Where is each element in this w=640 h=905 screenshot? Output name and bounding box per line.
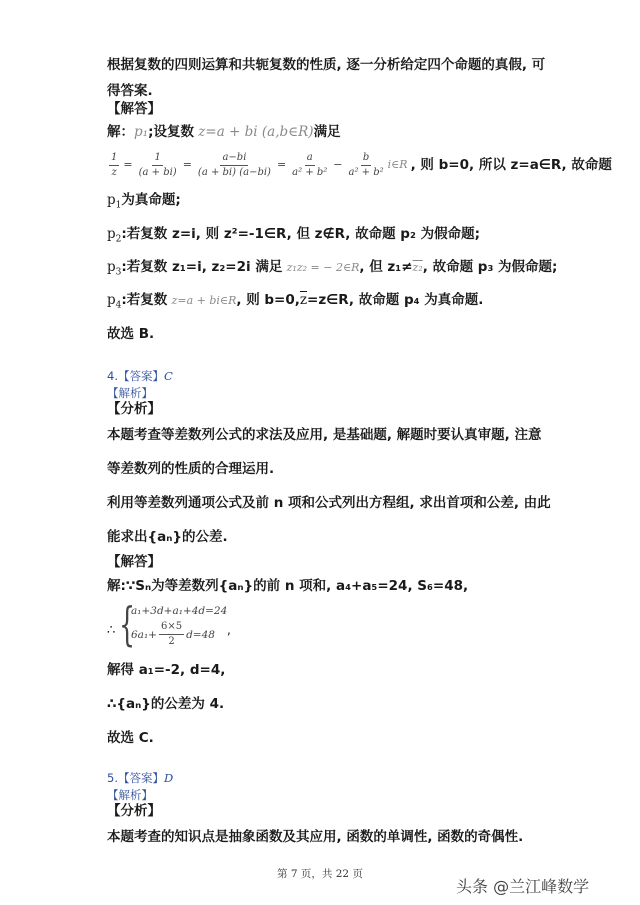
q3-p4-text-b: , 则 b=0, [236, 292, 300, 308]
q3-p1-prefix: 解： [107, 124, 134, 140]
q3-p1-conclusion-text: 为真命题; [121, 192, 181, 208]
watermark: 头条 @兰江峰数学 [456, 877, 590, 896]
eq-frac-real: $\frac{a}{\text{a² + b²}}$ [292, 151, 328, 178]
q4-solution-line4: ∴{aₙ}的公差为 4. [107, 696, 225, 712]
q3-p1-math: z=a + bi (a,b∈R) [198, 124, 314, 140]
q5-answer-value: D [163, 771, 174, 785]
q4-fenxi-heading: 【分析】 [107, 401, 161, 417]
q3-p3-conj: z₂ [412, 261, 423, 274]
q3-p4-line: $p_4$:若复数 z=a + bi∈R, 则 $b=0,\overline{z}=z\in R$, 故命题 p₄ 为真命题. [107, 292, 484, 311]
eq-tail-math: i∈R [387, 158, 408, 171]
q4-text-line3: 利用等差数列通项公式及前 n 项和公式列出方程组, 求出首项和公差, 由此 [107, 495, 551, 511]
q3-choice: 故选 B. [107, 326, 155, 342]
q4-text-line1: 本题考查等差数列公式的求法及应用, 是基础题, 解题时要认真审题, 注意 [107, 427, 542, 443]
q5-text-line1: 本题考查的知识点是抽象函数及其应用, 函数的单调性, 函数的奇偶性. [107, 829, 524, 845]
q3-p4-zbar: $\overline{z}$ [299, 292, 308, 308]
q3-p1-symbol: p₁ [134, 124, 149, 140]
system-row-1: a₁+3d+a₁+4d=24 [131, 605, 228, 617]
q4-answer-value: C [163, 369, 173, 383]
q4-solution-line3: 解得 a₁=-2, d=4, [107, 662, 226, 678]
eq-tail-text: , 则 b=0, 所以 z=a∈R, 故命题 [410, 157, 612, 173]
q4-answer [107, 367, 173, 385]
page-footer: 第 7 页，共 22 页 [277, 868, 363, 880]
q4-analysis-label: 【解析】 [107, 386, 153, 400]
q5-answer-label: 5.【答案】 [107, 771, 164, 785]
q3-p3-line: $p_3$:若复数 z₁=i, z₂=2i 满足 z₁z₂ = − 2∈R, 但 z₁≠z₂, 故命题 p₃ 为假命题; [107, 259, 558, 278]
q3-p3-text-a: :若复数 z₁=i, z₂=2i 满足 [121, 259, 283, 275]
frac-numerator: 6×5 [159, 621, 184, 635]
q3-equation-line: $\frac{1}{z}$ = $\frac{1}{(a + bi)}$ = $\frac{a-bi}{(a + bi) (a-bi)}$ = $\frac{a}{\text{a² + b²}}$ − $\frac{b}{\text{a² + b²}}$ i∈R , 则 b=0, 所以 z=a∈R, 故命题 [111, 151, 612, 178]
q3-intro-line1: 根据复数的四则运算和共轭复数的性质, 逐一分析给定四个命题的真假, 可 [107, 57, 546, 73]
eq-frac-1-over-z: $\frac{1}{z}$ [111, 151, 118, 178]
q3-p1-conclusion: $p_1$为真命题; [107, 192, 181, 211]
eq-frac-conjugate: $\frac{a-bi}{(a + bi) (a-bi)}$ [197, 151, 271, 178]
q4-choice: 故选 C. [107, 730, 154, 746]
q3-p3-text-c: , 故命题 p₃ 为假命题; [422, 259, 558, 275]
q3-p3-text-b: , 但 z₁≠ [359, 259, 413, 275]
q4-text-line2: 等差数列的性质的合理运用. [107, 461, 275, 477]
system-row-2-frac [159, 621, 184, 648]
q4-solution-line1: 解:∵Sₙ为等差数列{aₙ}的前 n 项和, a₄+a₅=24, S₆=48, [107, 578, 469, 594]
q3-p4-text-a: :若复数 [121, 292, 168, 308]
q3-p4-text-c: =z∈R, 故命题 p₄ 为真命题. [307, 292, 484, 308]
q5-fenxi-heading: 【分析】 [107, 803, 161, 819]
frac-denominator: 2 [168, 636, 175, 647]
q3-p2-text: :若复数 z=i, 则 z²=-1∈R, 但 z∉R, 故命题 p₂ 为假命题; [121, 226, 480, 242]
q4-answer-label: 4.【答案】 [107, 369, 164, 383]
q3-p1-text: ;设复数 [148, 124, 194, 140]
q5-analysis-label: 【解析】 [107, 788, 153, 802]
q3-p4-math: z=a + bi∈R [171, 294, 237, 307]
q3-p1-line [107, 123, 341, 141]
q4-text-line4: 能求出{aₙ}的公差. [107, 529, 228, 545]
q5-answer [107, 769, 173, 787]
system-row-2 [131, 621, 215, 648]
q3-intro-line2: 得答案. [107, 83, 153, 99]
q3-p3-math: z₁z₂ = − 2∈R [286, 261, 360, 274]
system-row-2-b: d=48 [186, 628, 215, 641]
q3-p2-line: $p_2$:若复数 z=i, 则 z²=-1∈R, 但 z∉R, 故命题 p₂ 为假命题; [107, 226, 480, 245]
therefore-symbol: ∴ [107, 623, 116, 638]
eq-frac-1-over-a-bi: $\frac{1}{(a + bi)}$ [138, 151, 177, 178]
q3-p1-tail: 满足 [313, 124, 341, 140]
q3-solution-heading: 【解答】 [107, 101, 161, 117]
left-brace: { [119, 597, 136, 651]
system-row-2-a: 6a₁+ [131, 628, 157, 641]
eq-frac-imag: $\frac{b}{\text{a² + b²}}$ [348, 151, 384, 178]
q4-solution-heading: 【解答】 [107, 554, 161, 570]
